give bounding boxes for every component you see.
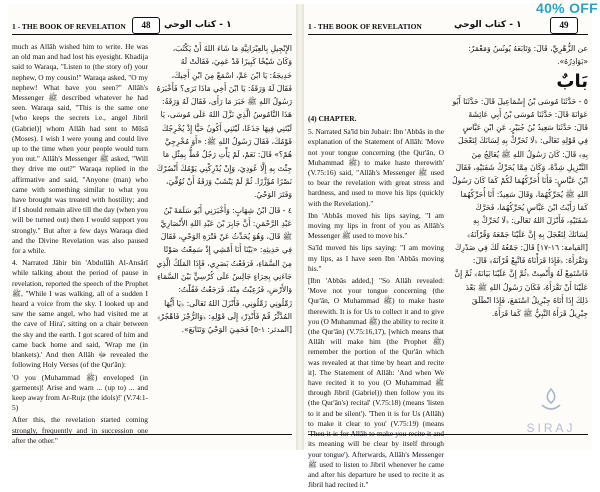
arabic-paragraph: الإِنْجِيلِ بِالعِبْرَانِيَّةِ مَا شَاءَ اللهُ أَنْ يَكْتُبَ، وَكَانَ شَيْخًا كَبِيرًا قَدْ عَمِيَ، فَقَالَتْ لَهُ خَدِيجَةُ: يَا ابْنَ عَمِّ، اسْمَعْ مِنَ ابْنِ أَخِيكَ، فَقَالَ لَهُ وَرَقَةُ: يَا ابْنَ أَخِي مَاذَا تَرَى؟ فَأَخْبَرَهُ رَسُولُ اللهِ ﷺ خَبَرَ مَا رَأَى، فَقَالَ لَهُ وَرَقَةُ: هَذَا النَّامُوسُ الَّذِي نَزَّلَ اللهُ عَلَى مُوسَى، يَا لَيْتَنِي فِيهَا جَذَعًا، لَيْتَنِي أَكُونُ حَيًّا إِذْ يُخْرِجُكَ قَوْمُكَ، فَقَالَ رَسُولُ اللهِ ﷺ: «أَوَ مُخْرِجِيَّ هُمْ؟» قَالَ: نَعَمْ، لَمْ يَأْتِ رَجُلٌ قَطُّ بِمِثْلِ مَا جِئْتَ بِهِ إِلَّا عُودِيَ، وَإِنْ يُدْرِكْنِي يَوْمُكَ أَنْصُرْكَ نَصْرًا مُؤَزَّرًا. ثُمَّ لَمْ يَنْشَبْ وَرَقَةُ أَنْ تُوُفِّيَ، وَفَتَرَ الوَحْيُ.: [156, 44, 292, 200]
english-paragraph: Sa'îd moved his lips saying: "I am moving my lips, as I have seen Ibn 'Abbâs moving his.": [308, 243, 444, 273]
siraj-logo-icon: [537, 386, 565, 414]
english-paragraph: 4. Narrated Jâbir bin 'Abdullâh Al-Ansârî while talking about the period of pause in revelation, reported the speech of the Prophet ﷺ, "While I was walking, all of a sudden I heard a voice from the sky. I looked up and saw the same angel, who had visited me at the cave of Hira', sitting on a chair between the sky and the earth. I got scared of him and came back home and said, 'Wrap me (in blankets).' And then Allâh ﷻ revealed the following Holy Verses (of the Qur'ân):: [12, 258, 148, 370]
chapter-heading: (4) CHAPTER.: [308, 114, 357, 123]
english-paragraph: 5. Narrated Sa'îd bin Jubair: Ibn 'Abbâs in the explanation of the Statement of Allâh: 'Move not your tongue concerning (the Qur'ân, O Muhammad ﷺ) to make haste therewith' (V.75:16) said, "Allâh's Messenger ﷺ used to bear the revelation with great stress and hardness, and used to move his lips (quickly with the Revelation).": [308, 127, 444, 208]
right-page-number: 49: [550, 17, 578, 34]
left-page-number: 48: [132, 17, 160, 34]
english-paragraph: Ibn 'Abbâs moved his lips saying, "I am moving my lips in front of you as Allâh's Messenger ﷺ used to move his.": [308, 210, 444, 241]
page-bottom-rule: [12, 434, 292, 435]
english-paragraph: [Ibn 'Abbâs added,] "So Allâh revealed: 'Move not your tongue concerning (the Qur'ân, O Muhammad ﷺ) to make haste therewith. It is for Us to collect it and to give you (O Muhammad ﷺ) the ability to recite it (the Qur'ân) (V.75:16,17), [which means that Allâh will make him (the Prophet ﷺ) remember the portion of the Qur'ân which was revealed at that time by heart and recite it]. The Statement of Allâh: 'And when We have recited it to you (O Muhammad ﷺ through Jibril (Gabriel)) then follow you its (the Qur'ân's) recital' (V.75:18) (means 'listen to it and be silent'). 'Then it is for Us (Allâh) to make it clear to you' (V.75:19) (means 'Then it is for Allâh to make you recite it and its meaning will be clear by itself through your tongue'). Afterwards, Allâh's Messenger ﷺ used to listen to Jibril whenever he came and after his departure he used to recite it as Jibril had recited it.": [308, 276, 444, 490]
watermark-text: SIRAJ: [526, 421, 576, 435]
left-header-arabic: ١ - كتاب الوحي: [164, 20, 232, 30]
english-paragraph: much as Allâh wished him to write. He was an old man and had lost his eyesight. Khadija said to Waraqa, "Listen to (the story of) your nephew, O my cousin!" Waraqa asked, "O my nephew! What have you seen?" Allâh's Messenger ﷺ described whatever he had seen. Waraqa said, "This is the same one [who keeps the secrets i.e., angel Jibril (Gabriel)] whom Allâh had sent to Mûsâ (Moses). I wish I were young and could live up to the time when your people would turn you out." Allâh's Messenger ﷺ asked, "Will they drive me out?" Waraqa replied in the affirmative and said, "Anyone (man) who came with something similar to what you have brought was treated with hostility; and if I should remain alive till the day (when you will be turned out) then I would support you strongly." But after a few days Waraqa died and the Divine Revelation was also paused for a while.: [12, 42, 148, 256]
right-page-header: [308, 18, 588, 35]
arabic-paragraph: عن الزُّهْرِيِّ، قَالَ: وَتَابَعَهُ يُونُسُ وَمَعْمَرٌ: «بَوَادِرُهُ».: [468, 44, 588, 67]
left-page: [8, 4, 296, 450]
book-gutter: [296, 4, 304, 450]
left-header-title: 1 - THE BOOK OF REVELATION: [12, 22, 126, 31]
arabic-paragraph: ٤ - قَالَ ابْنُ شِهَابٍ: وَأَخْبَرَنِي أَبُو سَلَمَةَ بْنُ عَبْدِ الرَّحْمَنِ: أَنَّ جَابِرَ بْنَ عَبْدِ اللهِ الأَنْصَارِيَّ ﷺ قَالَ، وَهُوَ يُحَدِّثُ عَنْ فَتْرَةِ الوَحْيِ، فَقَالَ فِي حَدِيثِهِ: «بَيْنَا أَنَا أَمْشِي إِذْ سَمِعْتُ صَوْتًا مِنَ السَّمَاءِ، فَرَفَعْتُ بَصَرِي، فَإِذَا المَلَكُ الَّذِي جَاءَنِي بِحِرَاءٍ جَالِسٌ عَلَى كُرْسِيٍّ بَيْنَ السَّمَاءِ وَالأَرْضِ، فَرُعِبْتُ مِنْهُ، فَرَجَعْتُ فَقُلْتُ: زَمِّلُونِي زَمِّلُونِي، فَأَنْزَلَ اللهُ تَعَالَى: ﴿يَا أَيُّهَا المُدَّثِّرُ قُمْ فَأَنْذِرْ﴾ إِلَى قَوْلِهِ: ﴿وَالرُّجْزَ فَاهْجُرْ﴾ [المدثر: ١-٥] فَحَمِيَ الوَحْيُ وَتَتَابَعَ».: [156, 205, 292, 335]
discount-badge: 40% OFF: [535, 0, 598, 16]
right-arabic-column: [452, 42, 588, 323]
right-english-column: [308, 114, 444, 492]
siraj-watermark: [516, 386, 586, 435]
left-page-header: [12, 18, 292, 35]
left-arabic-column: [156, 42, 292, 339]
right-page: [304, 4, 592, 490]
left-english-column: [12, 42, 148, 448]
right-header-title: 1 - THE BOOK OF REVELATION: [308, 22, 422, 31]
book-spread: [8, 4, 592, 490]
chapter-heading-arabic: بَابٌ: [556, 70, 588, 92]
arabic-paragraph: ٥ - حَدَّثَنَا مُوسَى بْنُ إِسْمَاعِيلَ قَالَ: حَدَّثَنَا أَبُو عَوَانَةَ قَالَ: حَدَّثَنَا مُوسَى بْنُ أَبِي عَائِشَةَ قَالَ: حَدَّثَنَا سَعِيدُ بْنُ جُبَيْرٍ، عَنِ ابْنِ عَبَّاسٍ فِي قَوْلِهِ تَعَالَى: ﴿لَا تُحَرِّكْ بِهِ لِسَانَكَ لِتَعْجَلَ بِهِ﴾ قَالَ: كَانَ رَسُولُ اللهِ ﷺ يُعَالِجُ مِنَ التَّنْزِيلِ شِدَّةً، وَكَانَ مِمَّا يُحَرِّكُ شَفَتَيْهِ، فَقَالَ ابْنُ عَبَّاسٍ: فَأَنَا أُحَرِّكُهُمَا لَكُمْ كَمَا كَانَ رَسُولُ اللهِ ﷺ يُحَرِّكُهُمَا، وَقَالَ سَعِيدٌ: أَنَا أُحَرِّكُهُمَا كَمَا رَأَيْتُ ابْنَ عَبَّاسٍ يُحَرِّكُهُمَا، فَحَرَّكَ شَفَتَيْهِ، فَأَنْزَلَ اللهُ تَعَالَى: ﴿لَا تُحَرِّكْ بِهِ لِسَانَكَ لِتَعْجَلَ بِهِ إِنَّ عَلَيْنَا جَمْعَهُ وَقُرْآنَهُ﴾ [القيامة: ١٦-١٧] قَالَ: جَمْعُهُ لَكَ فِي صَدْرِكَ وَتَقْرَأَهُ: ﴿فَإِذَا قَرَأْنَاهُ فَاتَّبِعْ قُرْآنَهُ﴾ قَالَ: فَاسْتَمِعْ لَهُ وَأَنْصِتْ ﴿ثُمَّ إِنَّ عَلَيْنَا بَيَانَهُ﴾ ثُمَّ إِنَّ عَلَيْنَا أَنْ تَقْرَأَهُ، فَكَانَ رَسُولُ اللهِ ﷺ بَعْدَ ذَلِكَ إِذَا أَتَاهُ جِبْرِيلُ اسْتَمَعَ، فَإِذَا انْطَلَقَ جِبْرِيلُ قَرَأَهُ النَّبِيُّ ﷺ كَمَا قَرَأَهُ.: [452, 96, 588, 319]
right-header-arabic: ١ - كتاب الوحي: [454, 20, 522, 30]
english-paragraph: After this, the revelation started coming strongly, frequently and in succession one after the other.": [12, 415, 148, 445]
english-paragraph: 'O you (Muhammad ﷺ) enveloped (in garments)! Arise and warn ... (up to) ... and keep away from Ar-Rujz (the idols)!' (V.74:1-5): [12, 372, 148, 413]
